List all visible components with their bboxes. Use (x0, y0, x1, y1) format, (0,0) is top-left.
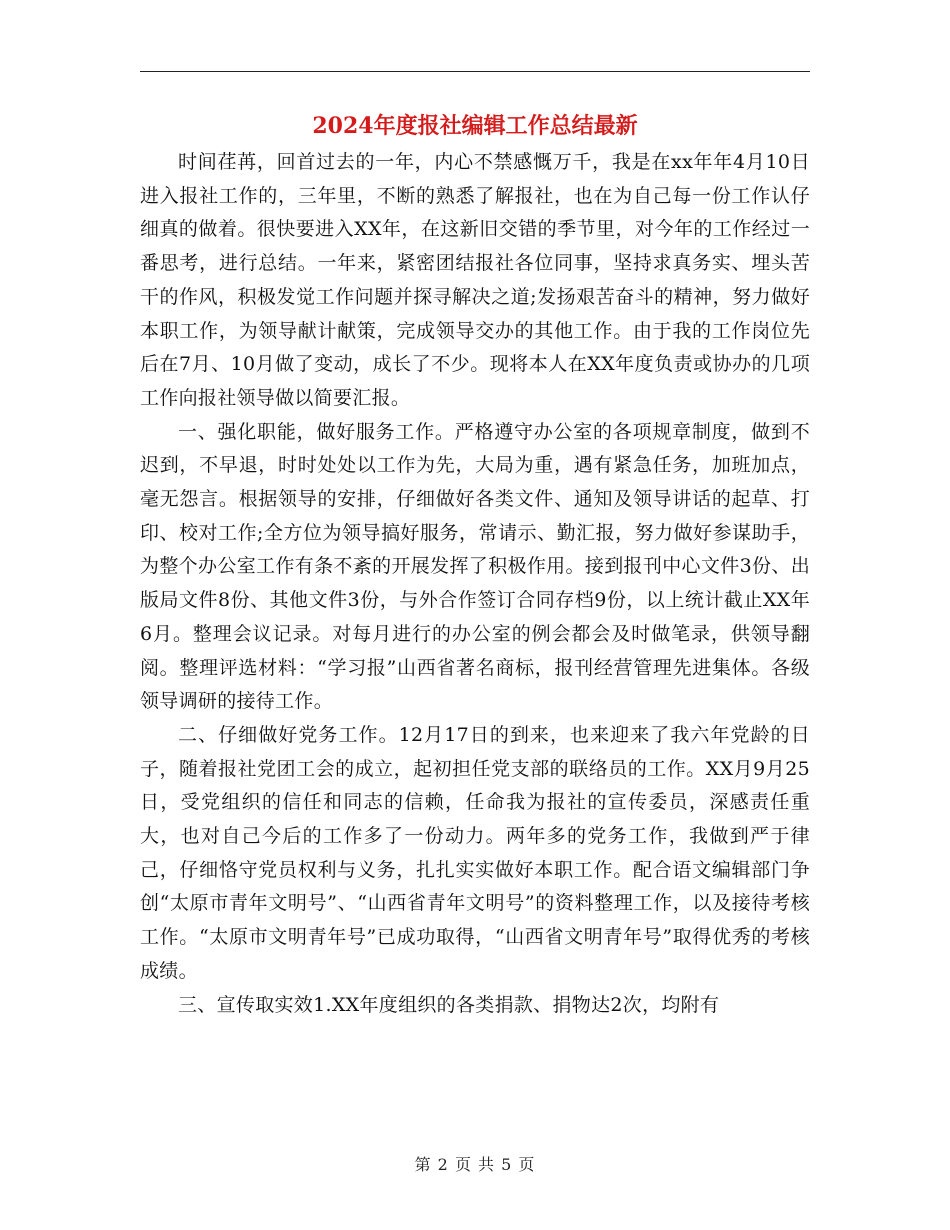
document-title: 2024年度报社编辑工作总结最新 (312, 113, 638, 139)
document-body (140, 146, 810, 1022)
header-rule (140, 71, 810, 72)
paragraph-section-3: 三、宣传取实效1.XX年度组织的各类捐款、捐物达2次，均附有 (178, 993, 720, 1016)
page-number: 第 2 页 共 5 页 (414, 1155, 536, 1174)
paragraph-intro: 时间荏苒，回首过去的一年，内心不禁感慨万千，我是在xx年年4月10日进入报社工作的，三年里，不断的熟悉了解报社，也在为自己每一份工作认仔细真的做着。很快要进入XX年，在这新旧交错的季节里，对今年的工作经过一番思考，进行总结。一年来，紧密团结报社各位同事，坚持求真务实、埋头苦干的作风，积极发觉工作问题并探寻解决之道;发扬艰苦奋斗的精神，努力做好本职工作，为领导献计献策，完成领导交办的其他工作。由于我的工作岗位先后在7月、10月做了变动，成长了不少。现将本人在XX年度负责或协办的几项工作向报社领导做以简要汇报。 (140, 151, 810, 409)
paragraph-section-1: 一、强化职能，做好服务工作。严格遵守办公室的各项规章制度，做到不迟到，不早退，时时处处以工作为先，大局为重，遇有紧急任务，加班加点，毫无怨言。根据领导的安排，仔细做好各类文件、通知及领导讲话的起草、打印、校对工作;全方位为领导搞好服务，常请示、勤汇报，努力做好参谋助手，为整个办公室工作有条不紊的开展发挥了积极作用。接到报刊中心文件3份、出版局文件8份、其他文件3份，与外合作签订合同存档9份，以上统计截止XX年6月。整理会议记录。对每月进行的办公室的例会都会及时做笔录，供领导翻阅。整理评选材料：“学习报”山西省著名商标，报刊经营管理先进集体。各级领导调研的接待工作。 (140, 420, 810, 713)
paragraph-section-2: 二、仔细做好党务工作。12月17日的到来，也来迎来了我六年党龄的日子，随着报社党团工会的成立，起初担任党支部的联络员的工作。XX月9月25日，受党组织的信任和同志的信赖，任命我为报社的宣传委员，深感责任重大，也对自己今后的工作多了一份动力。两年多的党务工作，我做到严于律己，仔细恪守党员权利与义务，扎扎实实做好本职工作。配合语文编辑部门争创“太原市青年文明号”、“山西省青年文明号”的资料整理工作，以及接待考核工作。“太原市文明青年号”已成功取得，“山西省文明青年号”取得优秀的考核成绩。 (140, 723, 810, 982)
